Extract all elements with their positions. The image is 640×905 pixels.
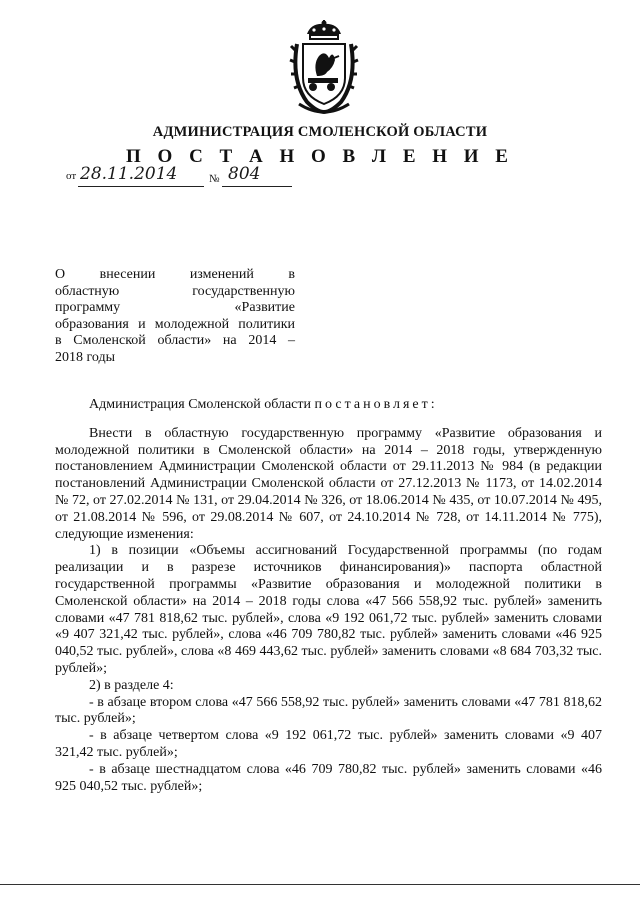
page-bottom-divider (0, 884, 640, 885)
number-prefix: № (209, 173, 220, 185)
document-body (55, 397, 602, 795)
subject-line: 2018 годы (55, 349, 116, 365)
handwritten-number: 804 (228, 164, 261, 184)
handwritten-date: 28.11.2014 (80, 164, 178, 184)
subject-line: областную государственную (55, 283, 295, 299)
body-paragraph: Внести в областную государственную программу «Развитие образования и молодежной политики в Смоленской области» на 2014 – 2018 годы, утвержденную постановлением Администрации Смоленской области от 29.11.2013 № 984 (в редакции постановлений Администрации Смоленской области от 27.12.2013 № 1173, от 14.02.2014 № 72, от 27.02.2014 № 131, от 29.04.2014 № 326, от 18.06.2014 № 435, от 10.07.2014 № 495, от 21.08.2014 № 596, от 29.08.2014 № 607, от 24.10.2014 № 728, от 14.11.2014 № 775), следующие изменения: (55, 425, 602, 542)
body-paragraph: 1) в позиции «Объемы ассигнований Государственной программы (по годам реализации и в разрезе источников финансирования)» паспорта областной государственной программы «Развитие образования и молодежной политики в Смоленской области» на 2014 – 2018 годы слова «47 566 558,92 тыс. рублей» заменить словами «47 781 818,62 тыс. рублей», слова «9 192 061,72 тыс. рублей» заменить словами «9 407 321,42 тыс. рублей», слова «46 709 780,82 тыс. рублей» заменить словами «46 925 040,52 тыс. рублей», слова «8 469 443,62 тыс. рублей» заменить словами «8 684 703,32 тыс. рублей»; (55, 543, 602, 676)
preamble-decree-word: постановляет: (314, 397, 438, 412)
body-paragraph: - в абзаце втором слова «47 566 558,92 тыс. рублей» заменить словами «47 781 818,62 тыс. рублей»; (55, 694, 602, 727)
body-paragraph: 2) в разделе 4: (89, 677, 174, 693)
body-paragraph: - в абзаце четвертом слова «9 192 061,72 тыс. рублей» заменить словами «9 407 321,42 тыс. рублей»; (55, 728, 602, 760)
subject-block (55, 267, 295, 366)
body-paragraph: - в абзаце шестнадцатом слова «46 709 780,82 тыс. рублей» заменить словами «46 925 040,52 тыс. рублей»; (55, 761, 602, 794)
subject-line: в Смоленской области» на 2014 – (55, 333, 295, 348)
subject-line: образования и молодежной политики (55, 316, 295, 332)
number-underline (222, 186, 292, 187)
smolensk-coat-of-arms-emblem (289, 20, 359, 116)
date-underline (78, 186, 204, 187)
document-type-title: П О С Т А Н О В Л Е Н И Е (126, 146, 514, 167)
subject-line: программу «Развитие (55, 300, 295, 315)
subject-line: О внесении изменений в (55, 267, 295, 282)
preamble-text: Администрация Смоленской области (89, 397, 315, 412)
organization-name: АДМИНИСТРАЦИЯ СМОЛЕНСКОЙ ОБЛАСТИ (152, 124, 488, 140)
date-prefix: от (66, 170, 77, 182)
preamble (55, 397, 602, 414)
